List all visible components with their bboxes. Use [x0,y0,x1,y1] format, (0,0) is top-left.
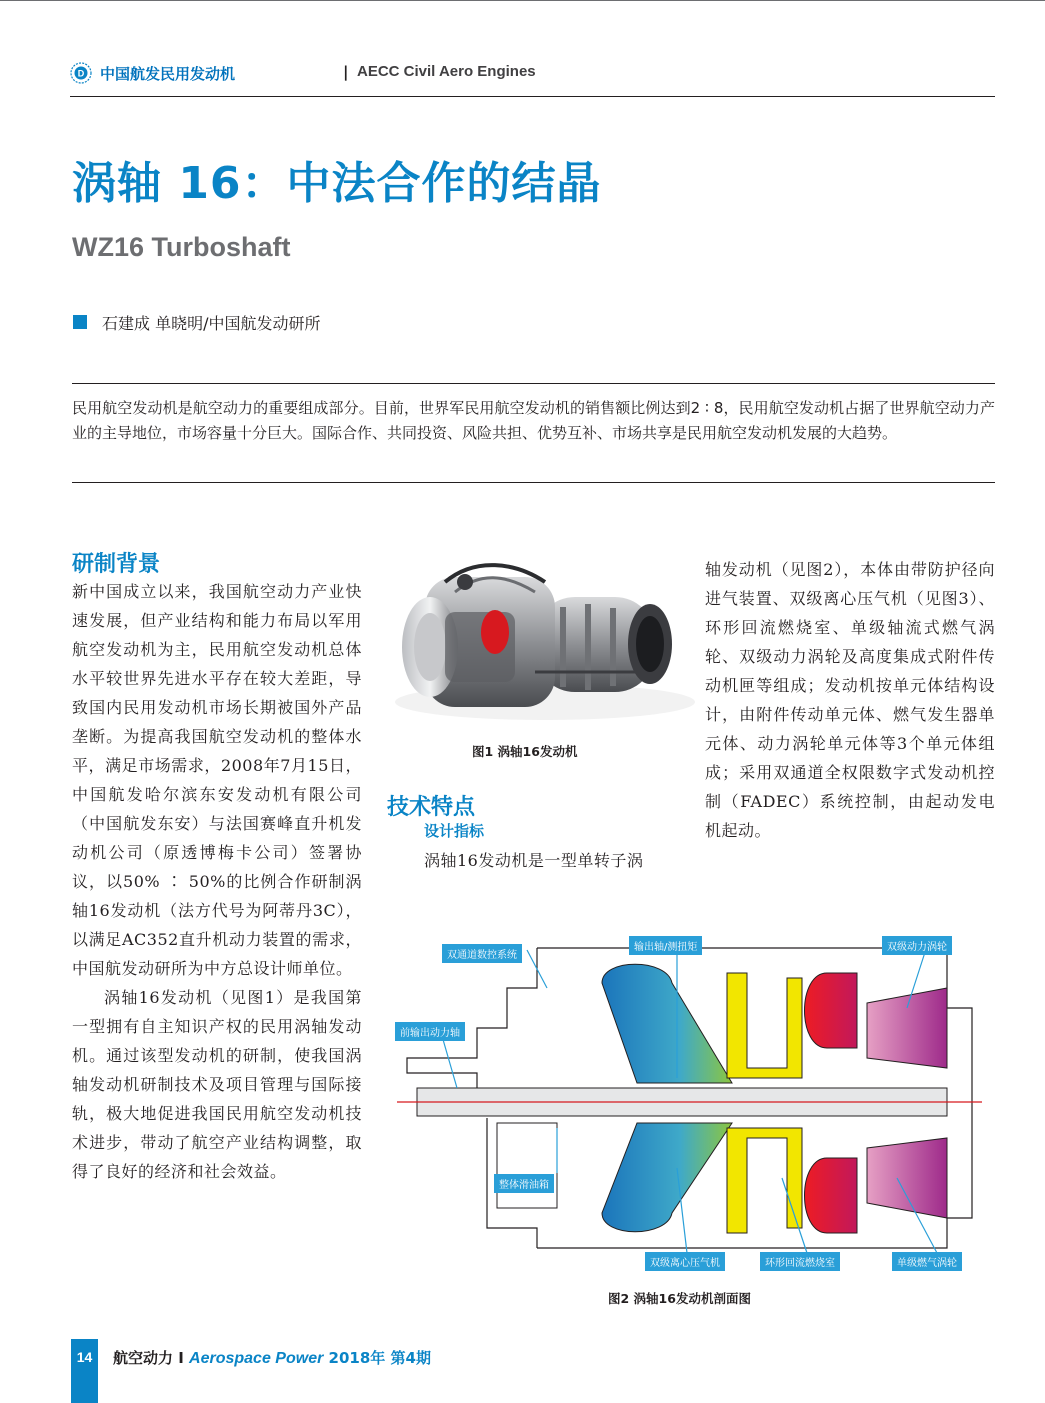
figure-2-cross-section [387,928,987,1278]
footer-journal [113,1347,431,1368]
label-gas-turbine: 单级燃气涡轮 [892,1252,962,1271]
label-output-shaft: 输出轴/测扭矩 [629,936,702,955]
article-subtitle: WZ16 Turboshaft [72,232,291,262]
header-en: AECC Civil Aero Engines [357,63,536,80]
footer-issue: 2018年 第4期 [323,1349,431,1367]
middle-column-text [424,846,684,875]
author-line: 石建成 单晓明/中国航发动研所 [102,314,321,333]
running-header [70,60,995,97]
figure-1-caption: 图1 涡轴16发动机 [472,744,578,759]
paragraph-3-start: 涡轴16发动机是一型单转子涡 [424,851,644,870]
abstract [72,383,995,483]
cross-section-drawing [387,928,987,1278]
page-number: 14 [76,1349,93,1365]
label-combustor: 环形回流燃烧室 [760,1252,840,1271]
author-marker [73,315,87,329]
section-heading-features: 技术特点 [387,795,476,820]
label-power-turbine: 双级动力涡轮 [882,936,952,955]
label-front-output-shaft: 前输出动力轴 [395,1022,465,1041]
figure-1-engine-photo [385,552,695,734]
header-cn: 中国航发民用发动机 [100,65,236,83]
section-heading-background: 研制背景 [72,552,161,577]
paragraph-2: 涡轴16发动机（见图1）是我国第一型拥有自主知识产权的民用涡轴发动机。通过该型发动机的研制，使我国涡轴发动机研制技术及项目管理与国际接轨，极大地促进我国民用航空发动机技术进步，带动了航空产业结构调整，取得了良好的经济和社会效益。 [72,988,362,1181]
aecc-logo-icon [70,62,92,84]
subheading-design-specs: 设计指标 [424,822,485,840]
figure-2-caption: 图2 涡轴16发动机剖面图 [608,1291,751,1306]
svg-text:D: D [77,68,85,79]
footer-journal-en: Aerospace Power [189,1350,324,1367]
left-column [72,577,362,1186]
label-fadec: 双通道数控系统 [442,944,522,963]
header-separator: | [343,63,349,81]
article-title: 涡轴 16：中法合作的结晶 [72,158,602,209]
abstract-text: 民用航空发动机是航空动力的重要组成部分。目前，世界军民用航空发动机的销售额比例达到2 ∶ 8，民用航空发动机占据了世界航空动力产业的主导地位，市场容量十分巨大。国际合作、共同投资、风险共担、优势互补、市场共享是民用航空发动机发展的大趋势。 [72,399,995,442]
right-column [705,555,995,845]
paragraph-1: 新中国成立以来，我国航空动力产业快速发展，但产业结构和能力布局以军用航空发动机为主，民用航空发动机总体水平较世界先进水平存在较大差距，导致国内民用发动机市场长期被国外产品垄断。为提高我国航空发动机的整体水平，满足市场需求，2008年7月15日，中国航发哈尔滨东安发动机有限公司（中国航发东安）与法国赛峰直升机发动机公司（原透博梅卡公司）签署协议，以50% ∶ 50%的比例合作研制涡轴16发动机（法方代号为阿蒂丹3C），以满足AC352直升机动力装置的需求，中国航发动研所为中方总设计师单位。 [72,582,362,978]
label-oil-tank: 整体滑油箱 [494,1174,554,1193]
label-compressor: 双级离心压气机 [645,1252,725,1271]
paragraph-3-cont: 轴发动机（见图2），本体由带防护径向进气装置、双级离心压气机（见图3）、环形回流燃烧室、单级轴流式燃气涡轮、双级动力涡轮及高度集成式附件传动机匣等组成；发动机按单元体结构设计，由附件传动单元体、燃气发生器单元体、动力涡轮单元体等3个单元体组成；采用双通道全权限数字式发动机控制（FADEC）系统控制，由起动发电机起动。 [705,560,995,840]
footer-journal-cn: 航空动力 I [113,1349,190,1367]
top-rule [0,0,1045,1]
